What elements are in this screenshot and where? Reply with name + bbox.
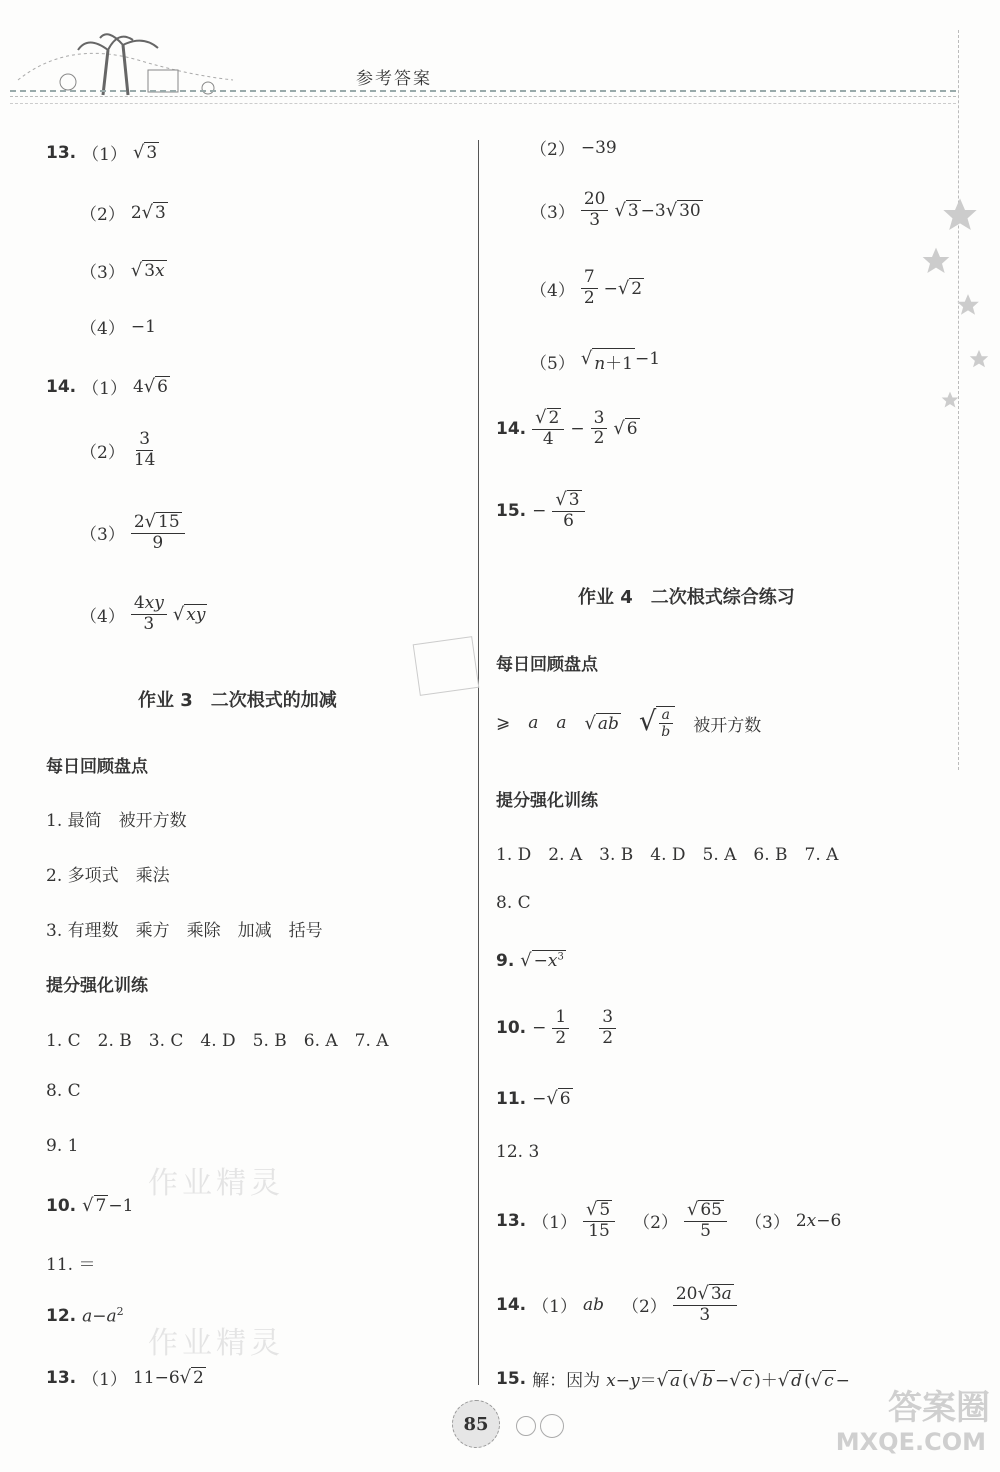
left-review-title: 每日回顾盘点	[46, 757, 148, 777]
answer-prev-5: （5） √ n＋1 −1	[530, 348, 661, 374]
header-rule	[10, 103, 956, 104]
right-answer-8: 8. C	[496, 893, 531, 913]
left-answer-9: 9. 1	[46, 1136, 79, 1156]
answer-prev-3: （3） $\frac{20}{3}$ √ 3 −3 √ 30	[530, 189, 701, 230]
right-answer-14: 14. √ 2 4 − $\frac{3}{2}$ √ 6	[496, 407, 638, 449]
header-rule	[10, 96, 956, 97]
watermark-logo: 答案圈	[888, 1388, 990, 1428]
answer-14-2: （2） $\frac{3}{14}$	[80, 429, 156, 470]
star-icon	[968, 348, 990, 370]
watermark-site: MXQE.COM	[835, 1428, 986, 1456]
left-answer-10: 10. √ 7 −1	[46, 1195, 134, 1216]
hw4-title: 作业 4 二次根式综合练习	[578, 587, 795, 608]
answer-prev-2: （2） −39	[530, 137, 617, 160]
right-answer-10: 10. − $\frac{1}{2}$ $\frac{3}{2}$	[496, 1008, 616, 1048]
left-review-item: 3. 有理数 乘方 乘除 加减 括号	[46, 921, 323, 941]
page-number: 85	[452, 1400, 500, 1448]
header-title: 参考答案	[356, 69, 432, 89]
left-answer-11: 11. ＝	[46, 1255, 96, 1275]
right-answer-11: 11. − √ 6	[496, 1088, 571, 1109]
left-review-item: 1. 最简 被开方数	[46, 811, 187, 831]
right-review-title: 每日回顾盘点	[496, 655, 598, 675]
right-answer-14: 14. （1） ab （2） 20 √ 3a 3	[496, 1284, 737, 1325]
right-answer-13: 13. （1） √ 5 15 （2） √ 65 5 （3） 2x−6	[496, 1199, 842, 1241]
watermark-text: 作业精灵	[148, 1326, 284, 1361]
answer-13-2: （2） 2 √ 3	[80, 202, 166, 225]
answer-14-3: （3） 2 √ 15 9	[80, 512, 185, 553]
right-mc-row: 1. D 2. A 3. B 4. D 5. A 6. B 7. A	[496, 845, 839, 865]
left-training-title: 提分强化训练	[46, 976, 148, 996]
star-icon	[920, 245, 952, 277]
hw3-title: 作业 3 二次根式的加减	[138, 690, 337, 711]
star-icon	[940, 390, 960, 410]
palm-tree-logo	[8, 20, 238, 100]
right-answer-15: 15. 解：因为 x−y＝ √ a ( √ b − √ c )＋ √ d ( √ c −	[496, 1368, 850, 1391]
answer-14-1: 14. （1） 4 √ 6	[46, 376, 168, 399]
left-mc-row: 1. C 2. B 3. C 4. D 5. B 6. A 7. A	[46, 1031, 389, 1051]
right-answer-15: 15. − √ 3 6	[496, 490, 585, 531]
circle-decoration	[540, 1414, 564, 1438]
right-review-items: ⩾ a a √ ab √ $\frac{a}{b}$ 被开方数	[496, 706, 762, 741]
left-answer-8: 8. C	[46, 1081, 81, 1101]
header-rule	[10, 90, 956, 92]
right-answer-12: 12. 3	[496, 1142, 540, 1162]
star-icon	[955, 292, 981, 318]
left-review-item: 2. 多项式 乘法	[46, 866, 170, 886]
column-divider	[478, 140, 479, 1385]
answer-13-3: （3） √ 3x	[80, 260, 165, 283]
right-training-title: 提分强化训练	[496, 791, 598, 811]
watermark-text: 作业精灵	[148, 1166, 284, 1201]
answer-prev-4: （4） $\frac{7}{2}$ − √ 2	[530, 267, 643, 308]
left-answer-12: 12. $a-a^2$	[46, 1305, 124, 1327]
answer-13-1: 13. （1） √ 3	[46, 142, 158, 165]
star-icon	[940, 195, 980, 235]
watermark-stamp	[413, 636, 480, 696]
answer-14-4: （4） $\frac{4xy}{3}$ √ xy	[80, 593, 206, 634]
left-answer-13: 13. （1） 11−6 √ 2	[46, 1367, 204, 1390]
answer-13-4: （4） −1	[80, 316, 156, 339]
circle-decoration	[516, 1416, 536, 1436]
right-answer-9: 9. √ $-x^3$	[496, 950, 564, 971]
